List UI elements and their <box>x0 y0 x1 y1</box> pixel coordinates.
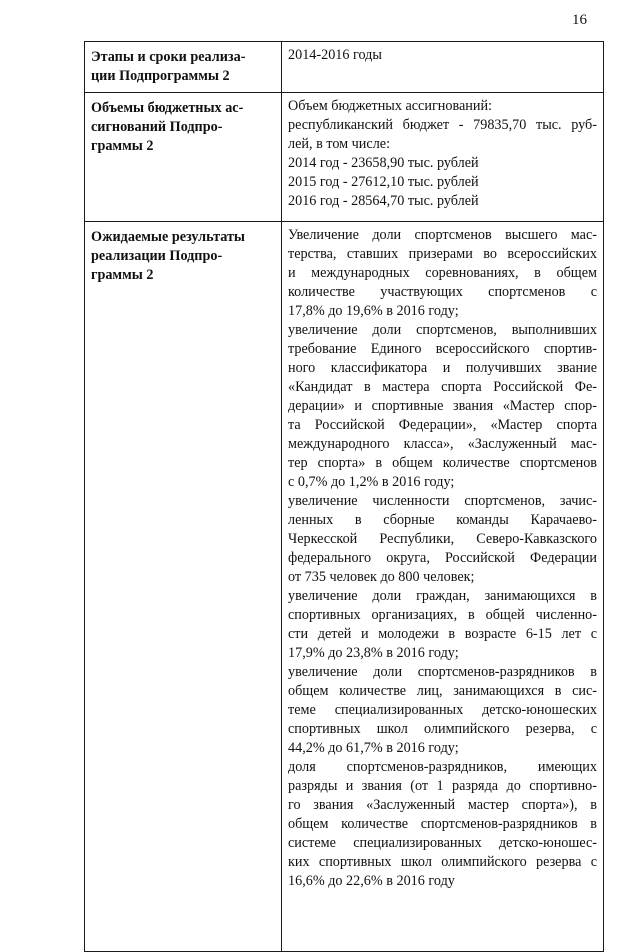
table-row-budget <box>85 93 604 222</box>
content-line: лей, в том числе: <box>288 136 391 152</box>
label-line: сигнований Подпро- <box>91 119 223 135</box>
label-line: граммы 2 <box>91 267 154 283</box>
content-line: количестве участвующих спортсменов с <box>288 284 597 300</box>
content-line: системе специализированных детско-юношес- <box>288 835 597 851</box>
row-content-results <box>282 222 604 952</box>
content-line: сти детей и молодежи в возрасте 6-15 лет с <box>288 626 597 642</box>
content-line: спортивных организациях, в общей численно- <box>288 607 597 623</box>
content-line: увеличение доли спортсменов-разрядников в <box>288 664 597 680</box>
content-line: Черкесской Республики, Северо-Кавказского <box>288 531 597 547</box>
content-line: от 735 человек до 800 человек; <box>288 569 475 585</box>
label-line: граммы 2 <box>91 138 154 154</box>
content-line: спортивных школ олимпийского резерва, с <box>288 721 597 737</box>
content-line: с 0,7% до 1,2% в 2016 году; <box>288 474 455 490</box>
content-line: федерального округа, Российской Федерации <box>288 550 597 566</box>
table-row-results <box>85 222 604 952</box>
table-row-stages <box>85 42 604 93</box>
row-label-stages <box>85 42 282 93</box>
content-line: увеличение доли граждан, занимающихся в <box>288 588 597 604</box>
content-line: республиканский бюджет - 79835,70 тыс. руб- <box>288 117 597 133</box>
label-line: Этапы и сроки реализа- <box>91 49 246 65</box>
content-line: 17,9% до 23,8% в 2016 году; <box>288 645 459 661</box>
subprogram-passport-table <box>84 41 604 952</box>
content-line: тер спорта» в общем количестве спортсменов <box>288 455 597 471</box>
label-line: реализации Подпро- <box>91 248 223 264</box>
content-line: го звания «Заслуженный мастер спорта»), в <box>288 797 597 813</box>
page-number: 16 <box>572 12 587 28</box>
content-line: та Российской Федерации», «Мастер спорта <box>288 417 597 433</box>
content-line: доля спортсменов-разрядников, имеющих <box>288 759 597 775</box>
content-line: международного класса», «Заслуженный мас- <box>288 436 597 452</box>
label-line: Ожидаемые результаты <box>91 229 245 245</box>
content-line: 17,8% до 19,6% в 2016 году; <box>288 303 459 319</box>
content-line: Увеличение доли спортсменов высшего мас- <box>288 227 597 243</box>
content-line: дерации» и спортивные звания «Мастер спор- <box>288 398 597 414</box>
content-line: 2014-2016 годы <box>288 47 382 63</box>
content-line: 16,6% до 22,6% в 2016 году <box>288 873 455 889</box>
label-line: ции Подпрограммы 2 <box>91 68 230 84</box>
row-content-budget <box>282 93 604 222</box>
content-line: 2015 год - 27612,10 тыс. рублей <box>288 174 479 190</box>
content-line: ного классификатора и получивших звание <box>288 360 597 376</box>
row-label-budget <box>85 93 282 222</box>
content-line: увеличение доли спортсменов, выполнивших <box>288 322 597 338</box>
row-label-results <box>85 222 282 952</box>
content-line: 2016 год - 28564,70 тыс. рублей <box>288 193 479 209</box>
content-line: 44,2% до 61,7% в 2016 году; <box>288 740 459 756</box>
content-line: разряды и звания (от 1 разряда до спортивно- <box>288 778 597 794</box>
label-line: Объемы бюджетных ас- <box>91 100 244 116</box>
content-line: общем количестве лиц, занимающихся в сис- <box>288 683 597 699</box>
content-line: и международных соревнованиях, в общем <box>288 265 597 281</box>
content-line: «Кандидат в мастера спорта Российской Фе- <box>288 379 597 395</box>
content-line: Объем бюджетных ассигнований: <box>288 98 492 114</box>
content-line: теме специализированных детско-юношеских <box>288 702 597 718</box>
content-line: терства, ставших призерами во всероссийских <box>288 246 597 262</box>
content-line: общем количестве спортсменов-разрядников в <box>288 816 597 832</box>
content-line: 2014 год - 23658,90 тыс. рублей <box>288 155 479 171</box>
content-line: ленных в сборные команды Карачаево- <box>288 512 597 528</box>
row-content-stages <box>282 42 604 93</box>
content-line: увеличение численности спортсменов, зачис- <box>288 493 597 509</box>
content-line: требование Единого всероссийского спортив- <box>288 341 597 357</box>
content-line: ких спортивных школ олимпийского резерва с <box>288 854 597 870</box>
